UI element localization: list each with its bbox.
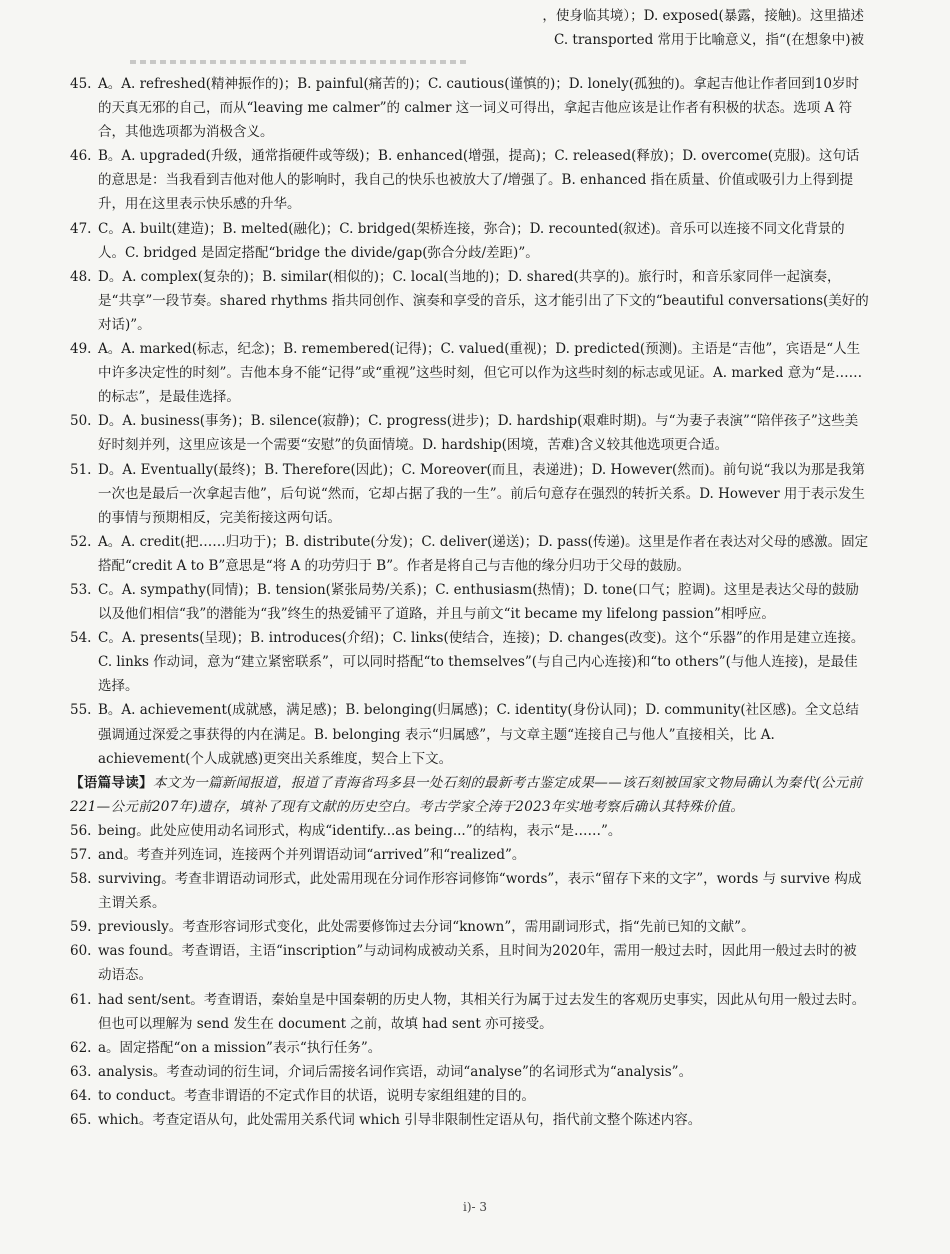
item-number: 59.: [70, 919, 92, 936]
item-text: C。A. presents(呈现)；B. introduces(介绍)；C. links(使结合，连接)；D. changes(改变)。这个“乐器”的作用是建立连接。C. links 作动词，意为“建立紧密联系”，可以同时搭配“to themselves”(与自己内心连接)和“to others”(与他人连接)，是最佳选择。: [98, 630, 865, 695]
item-text: analysis。考查动词的衍生词，介词后需接名词作宾语，动词“analyse”的名词形式为“analysis”。: [98, 1063, 693, 1080]
item-number: 62.: [70, 1039, 92, 1056]
answer-item-65: [70, 1108, 870, 1132]
item-text: A。A. refreshed(精神振作的)；B. painful(痛苦的)；C. cautious(谨慎的)；D. lonely(孤独的)。拿起吉他让作者回到10岁时的天真无邪的自己，而从“leaving me calmer”的 calmer 这一词义可得出，拿起吉他应该是让作者有积极的状态。选项 A 符合，其他选项都为消极含义。: [98, 76, 859, 141]
item-text: had sent/sent。考查谓语，秦始皇是中国秦朝的历史人物，其相关行为属于过去发生的客观历史事实，因此从句用一般过去时。但也可以理解为 send 发生在 document 之前，故填 had sent 亦可接受。: [98, 991, 866, 1032]
item-number: 54.: [70, 630, 92, 647]
answer-item-62: [70, 1036, 870, 1060]
item-number: 61.: [70, 991, 92, 1008]
passage-guide-tag: 【语篇导读】: [70, 774, 153, 791]
answer-item-56: [70, 819, 870, 843]
cropped-line-artifact: [130, 60, 470, 64]
item-text: surviving。考查非谓语动词形式，此处需用现在分词作形容词修饰“words”，表示“留存下来的文字”，words 与 survive 构成主谓关系。: [98, 871, 862, 912]
top-text-fragment: [444, 4, 864, 52]
item-text: C。A. built(建造)；B. melted(融化)；C. bridged(架桥连接，弥合)；D. recounted(叙述)。音乐可以连接不同文化背景的人。C. bridged 是固定搭配“bridge the divide/gap(弥合分歧/差距)”。: [98, 220, 845, 261]
item-number: 46.: [70, 148, 92, 165]
item-text: B。A. upgraded(升级，通常指硬件或等级)；B. enhanced(增强，提高)；C. released(释放)；D. overcome(克服)。这句话的意思是：当我看到吉他对他人的影响时，我自己的快乐也被放大了/增强了。B. enhanced 指在质量、价值或吸引力上得到提升，用在这里表示快乐感的升华。: [98, 148, 860, 213]
answer-item-47: [70, 217, 870, 265]
top-fragment-line-2: C. transported 常用于比喻意义，指“(在想象中)被: [554, 32, 864, 48]
item-number: 53.: [70, 581, 92, 598]
item-number: 58.: [70, 871, 92, 888]
item-text: A。A. credit(把……归功于)；B. distribute(分发)；C. deliver(递送)；D. pass(传递)。这里是作者在表达对父母的感激。固定搭配“credit A to B”意思是“将 A 的功劳归于 B”。作者是将自己与吉他的缘分归功于父母的鼓励。: [98, 533, 869, 574]
item-number: 50.: [70, 413, 92, 430]
item-number: 51.: [70, 461, 92, 478]
item-text: D。A. business(事务)；B. silence(寂静)；C. progress(进步)；D. hardship(艰难时期)。与“为妻子表演”“陪伴孩子”这些美好时刻并列，这里应该是一个需要“安慰”的负面情境。D. hardship(困境，苦难)含义较其他选项更合适。: [98, 413, 859, 454]
passage-guide-body: 本文为一篇新闻报道，报道了青海省玛多县一处石刻的最新考古鉴定成果——该石刻被国家文物局确认为秦代(公元前221—公元前207年)遗存，填补了现有文献的历史空白。考古学家仝涛于2023年实地考察后确认其特殊价值。: [70, 774, 863, 815]
answer-item-48: [70, 265, 870, 337]
item-number: 56.: [70, 822, 92, 839]
item-text: was found。考查谓语，主语“inscription”与动词构成被动关系，且时间为2020年，需用一般过去时，因此用一般过去时的被动语态。: [98, 943, 857, 984]
answer-item-50: [70, 409, 870, 457]
answer-item-59: [70, 915, 870, 939]
answer-item-52: [70, 530, 870, 578]
item-text: being。此处应使用动名词形式，构成“identify...as being...”的结构，表示“是……”。: [98, 822, 622, 839]
answer-item-49: [70, 337, 870, 409]
page-footer: i)- 3: [462, 1200, 488, 1214]
answer-item-46: [70, 144, 870, 216]
item-text: which。考查定语从句，此处需用关系代词 which 引导非限制性定语从句，指代前文整个陈述内容。: [98, 1112, 702, 1129]
answer-explanations: [70, 72, 870, 1132]
answer-item-58: [70, 867, 870, 915]
item-text: A。A. marked(标志，纪念)；B. remembered(记得)；C. valued(重视)；D. predicted(预测)。主语是“吉他”，宾语是“人生中许多决定性的时刻”。吉他本身不能“记得”或“重视”这些时刻，但它可以作为这些时刻的标志或见证。A. marked 意为“是……的标志”，是最佳选择。: [98, 341, 863, 406]
answer-item-61: [70, 988, 870, 1036]
answer-item-57: [70, 843, 870, 867]
item-number: 60.: [70, 943, 92, 960]
answer-item-54: [70, 626, 870, 698]
item-number: 45.: [70, 76, 92, 92]
passage-guide: [70, 771, 870, 819]
answer-item-53: [70, 578, 870, 626]
item-number: 49.: [70, 341, 92, 358]
item-text: D。A. Eventually(最终)；B. Therefore(因此)；C. Moreover(而且，表递进)；D. However(然而)。前句说“我以为那是我第一次也是最后一次拿起吉他”，后句说“然而，它却占据了我的一生”。前后句意存在强烈的转折关系。D. However 用于表示发生的事情与预期相反，完美衔接这两句话。: [98, 461, 865, 526]
item-number: 48.: [70, 268, 92, 285]
item-number: 47.: [70, 220, 92, 237]
item-text: and。考查并列连词，连接两个并列谓语动词“arrived”和“realized”。: [98, 847, 526, 863]
item-text: D。A. complex(复杂的)；B. similar(相似的)；C. local(当地的)；D. shared(共享的)。旅行时，和音乐家同伴一起演奏，是“共享”一段节奏。shared rhythms 指共同创作、演奏和享受的音乐，这才能引出了下文的“beautiful conversations(美好的对话)”。: [98, 268, 869, 333]
answer-item-63: [70, 1060, 870, 1084]
answer-item-55: [70, 698, 870, 770]
item-text: C。A. sympathy(同情)；B. tension(紧张局势/关系)；C. enthusiasm(热情)；D. tone(口气；腔调)。这里是表达父母的鼓励以及他们相信“我”的潜能为“我”终生的热爱铺平了道路，并且与前文“it became my lifelong passion”相呼应。: [98, 581, 859, 623]
item-number: 55.: [70, 702, 92, 719]
item-text: to conduct。考查非谓语的不定式作目的状语，说明专家组组建的目的。: [98, 1087, 536, 1104]
item-number: 63.: [70, 1063, 92, 1080]
answer-item-51: [70, 458, 870, 530]
item-number: 57.: [70, 847, 92, 863]
item-number: 52.: [70, 533, 92, 550]
item-text: B。A. achievement(成就感，满足感)；B. belonging(归属感)；C. identity(身份认同)；D. community(社区感)。全文总结强调通过深爱之事获得的内在满足。B. belonging 表示“归属感”，与文章主题“连接自己与他人”直接相关，比 A. achievement(个人成就感)更突出关系维度，契合上下文。: [98, 702, 859, 767]
item-number: 64.: [70, 1087, 92, 1104]
item-text: previously。考查形容词形式变化，此处需要修饰过去分词“known”，需用副词形式，指“先前已知的文献”。: [98, 919, 755, 936]
item-number: 65.: [70, 1112, 92, 1129]
item-text: a。固定搭配“on a mission”表示“执行任务”。: [98, 1039, 382, 1056]
answer-item-60: [70, 939, 870, 987]
answer-item-64: [70, 1084, 870, 1108]
top-fragment-line-1: ，使身临其境）；D. exposed(暴露，接触)。这里描述: [542, 8, 864, 24]
answer-item-45: [70, 72, 870, 144]
